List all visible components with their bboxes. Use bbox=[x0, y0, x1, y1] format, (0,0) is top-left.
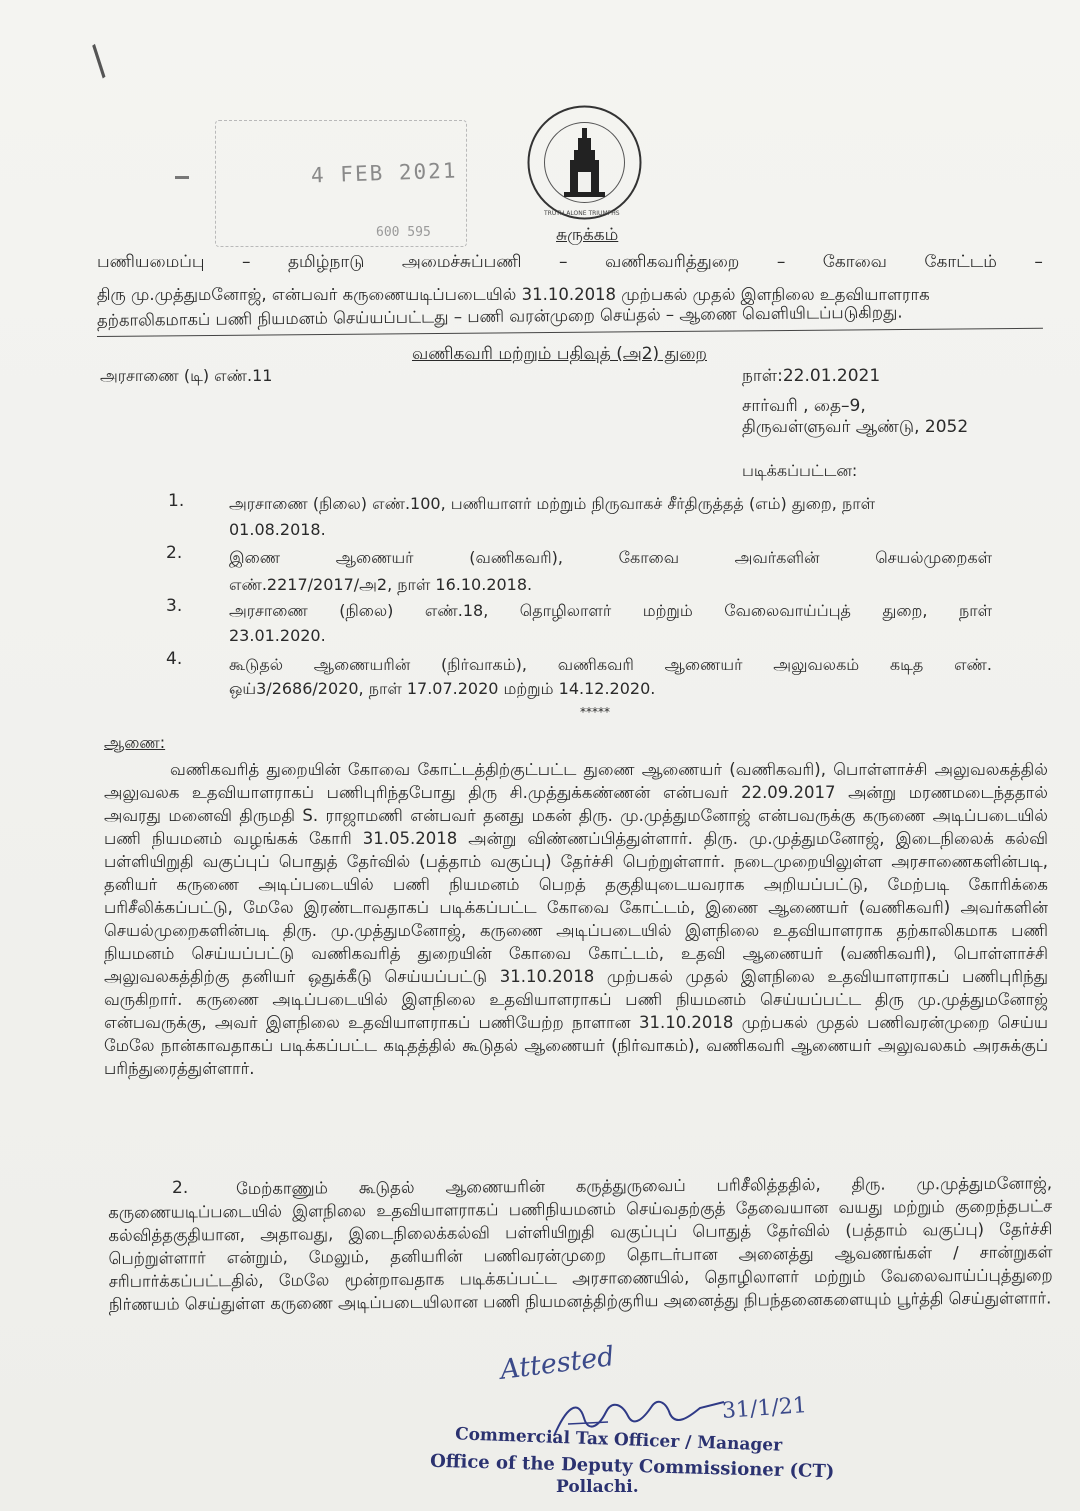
abstract-word: பணியமைப்பு bbox=[97, 252, 205, 272]
go-number: அரசாணை (டி) எண்.11 bbox=[100, 366, 273, 385]
reference-line: 23.01.2020. bbox=[229, 626, 326, 645]
attested-handwriting: Attested bbox=[498, 1341, 617, 1386]
reference-text: அரசாணை (நிலை) எண்.18, தொழிலாளர் மற்றும் வேலைவாய்ப்புத் துறை, நாள் bbox=[229, 601, 993, 620]
abstract-word: – bbox=[776, 252, 786, 272]
reference-line: அரசாணை (நிலை) எண்.100, பணியாளர் மற்றும் நிருவாகச் சீர்திருத்தத் (எம்) துறை, நாள் bbox=[229, 494, 876, 513]
reference-text: இணை ஆணையர் (வணிகவரி), கோவை அவர்களின் செயல்முறைகள் bbox=[229, 548, 992, 567]
reference-line bbox=[229, 601, 992, 622]
signature-date: 31/1/21 bbox=[721, 1393, 808, 1424]
tamil-date: சார்வரி , தை–9, bbox=[742, 396, 866, 416]
abstract-line-3: தற்காலிகமாகப் பணி நியமனம் செய்யப்பட்டது – பணி வரன்முறை செய்தல் – ஆணை வெளியிடப்படுகிறது. bbox=[96, 302, 903, 330]
reference-number: 3. bbox=[166, 596, 183, 616]
reference-number: 1. bbox=[168, 491, 185, 511]
emblem-text-bottom: TRUTH ALONE TRIUMPHS bbox=[544, 210, 620, 217]
reference-line bbox=[229, 655, 992, 676]
order-date: நாள்:22.01.2021 bbox=[742, 366, 881, 386]
abstract-divider bbox=[97, 328, 1043, 337]
reference-line: ஒய்3/2686/2020, நாள் 17.07.2020 மற்றும் 14.12.2020. bbox=[229, 679, 656, 698]
read-label: படிக்கப்பட்டன: bbox=[742, 461, 858, 480]
abstract-word: – bbox=[559, 252, 568, 272]
inward-number: 600 595 bbox=[376, 225, 431, 240]
reference-line: 01.08.2018. bbox=[229, 520, 326, 539]
reference-text: கூடுதல் ஆணையரின் (நிர்வாகம்), வணிகவரி ஆணையர் அலுவலகம் கடித எண். bbox=[229, 655, 992, 674]
order-heading: ஆணை: bbox=[104, 733, 166, 752]
abstract-word: வணிகவரித்துறை bbox=[604, 252, 740, 272]
reference-number: 4. bbox=[166, 649, 183, 669]
pen-mark: / bbox=[80, 38, 118, 84]
officer-designation: Commercial Tax Officer / Manager bbox=[454, 1424, 783, 1456]
abstract-word: அமைச்சுப்பணி bbox=[401, 252, 522, 272]
tamil-year: திருவள்ளுவர் ஆண்டு, 2052 bbox=[742, 417, 969, 437]
office-place: Pollachi. bbox=[556, 1477, 639, 1497]
reference-number: 2. bbox=[166, 543, 183, 563]
separator-stars: ***** bbox=[580, 705, 610, 719]
abstract-word: கோவை bbox=[822, 252, 887, 272]
office-name: Office of the Deputy Commissioner (CT) bbox=[429, 1450, 835, 1483]
date-stamp: 4 FEB 2021 bbox=[310, 158, 458, 188]
department-heading: வணிகவரி மற்றும் பதிவுத் (அ2) துறை bbox=[412, 344, 707, 364]
order-paragraph-2: மேற்காணும் கூடுதல் ஆணையரின் கருத்துருவைப் பரிசீலித்ததில், திரு. மு.முத்துமனோஜ், கருணையடிப்படையில் இளநிலை உதவியாளராகப் பணிநியமனம் செய்வதற்குத் தேவையான வயது மற்றும் குறைந்தபட்ச கல்வித்தகுதியான, அதாவது, இடைநிலைக்கல்வி பள்ளியிறுதி வகுப்புப் பொதுத் தேர்வில் (பத்தாம் வகுப்பு) தேர்ச்சி பெற்றுள்ளார் என்றும், மேலும், தனியரின் பணிவரன்முறை தொடர்பான அனைத்து ஆவணங்கள் / சான்றுகள் சரிபார்க்கப்பட்டதில், மேலே மூன்றாவதாக படிக்கப்பட்ட அரசாணையில், தொழிலாளர் மற்றும் வேலைவாய்ப்புத்துறை நிர்ணயம் செய்துள்ள கருணை அடிப்படையிலான பணி நியமனத்திற்குரிய அனைத்து நிபந்தனைகளையும் பூர்த்தி செய்துள்ளார். bbox=[108, 1173, 1053, 1314]
tamil-nadu-emblem bbox=[522, 100, 647, 225]
abstract-word: தமிழ்நாடு bbox=[287, 252, 365, 272]
received-stamp bbox=[215, 120, 467, 247]
margin-tick bbox=[175, 176, 189, 179]
order-paragraph-2-number: 2. bbox=[172, 1178, 189, 1198]
reference-line: எண்.2217/2017/அ2, நாள் 16.10.2018. bbox=[229, 575, 533, 594]
abstract-line-2: திரு மு.முத்துமனோஜ், என்பவர் கருணையடிப்படையில் 31.10.2018 முற்பகல் முதல் இளநிலை உதவியாளராக bbox=[97, 285, 930, 304]
abstract-word: – bbox=[242, 252, 251, 272]
abstract-word: கோட்டம் bbox=[924, 252, 997, 272]
abstract-word: – bbox=[1034, 252, 1043, 272]
order-paragraph-1: வணிகவரித் துறையின் கோவை கோட்டத்திற்குட்பட்ட துணை ஆணையர் (வணிகவரி), பொள்ளாச்சி அலுவலகத்தில் அலுவலக உதவியாளராகப் பணிபுரிந்தபோது திரு சி.முத்துக்கண்ணன் என்பவர் 22.09.2017 அன்று மரணமடைந்ததால் அவரது மனைவி திருமதி S. ராஜாமணி என்பவர் தனது மகன் திரு. மு.முத்துமனோஜ் என்பவருக்கு கருணை அடிப்படையில் பணி நியமனம் வழங்கக் கோரி 31.05.2018 அன்று விண்ணப்பித்துள்ளார். திரு. மு.முத்துமனோஜ், இடைநிலைக் கல்வி பள்ளியிறுதி வகுப்புப் பொதுத் தேர்வில் (பத்தாம் வகுப்பு) தேர்ச்சி பெற்றுள்ளார். நடைமுறையிலுள்ள அரசாணைகளின்படி, தனியர் கருணை அடிப்படையில் பணி நியமனம் பெறத் தகுதியுடையவராக அறியப்பட்டு, மேற்படி கோரிக்கை பரிசீலிக்கப்பட்டு, மேலே இரண்டாவதாகப் படிக்கப்பட்ட கோவை கோட்டம், இணை ஆணையர் (வணிகவரி) அவர்களின் செயல்முறைகளின்படி திரு. மு.முத்துமனோஜ், கருணை அடிப்படையில் இளநிலை உதவியாளராக தற்காலிகமாக பணி நியமனம் செய்யப்பட்டு வணிகவரித் துறையின் கோவை கோட்டம், உதவி ஆணையர் (வணிகவரி), பொள்ளாச்சி அலுவலகத்திற்கு தனியர் ஒதுக்கீடு செய்யப்பட்டு 31.10.2018 முற்பகல் முதல் இளநிலை உதவியாளராகப் பணிபுரிந்து வருகிறார். கருணை அடிப்படையில் இளநிலை உதவியாளராகப் பணி நியமனம் செய்யப்பட்ட திரு மு.முத்துமனோஜ் என்பவருக்கு, அவர் இளநிலை உதவியாளராகப் பணியேற்ற நாளான 31.10.2018 முற்பகல் முதல் பணிவரன்முறை செய்ய மேலே நான்காவதாகப் படிக்கப்பட்ட கடிதத்தில் கூடுதல் ஆணையர் (நிர்வாகம்), வணிகவரி ஆணையர் அலுவலகம் அரசுக்குப் பரிந்துரைத்துள்ளார். bbox=[104, 760, 1048, 1078]
abstract-line-1 bbox=[97, 252, 1043, 274]
reference-line bbox=[229, 548, 992, 569]
abstract-title: சுருக்கம் bbox=[556, 225, 619, 245]
